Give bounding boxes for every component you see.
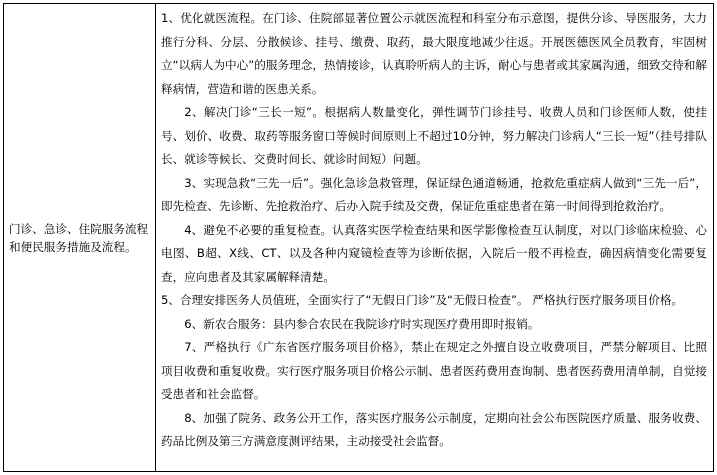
paragraph-8: 8、加强了院务、政务公开工作，落实医疗服务公示制度，定期向社会公布医院医疗质量、服务收费、药品比例及第三方满意度测评结果，主动接受社会监督。 xyxy=(161,410,707,448)
row-label-cell xyxy=(4,4,156,472)
paragraph-6: 6、新农合服务：县内参合农民在我院诊疗时实现医疗费用即时报销。 xyxy=(184,316,540,331)
paragraph-2: 2、解决门诊“三长一短”。根据病人数量变化，弹性调节门诊挂号、收费人员和门诊医师人数，使挂号、划价、收费、取药等服务窗口等候时间原则上不超过10分钟，努力解决门诊病人“三长一短”（挂号排队长、就诊等候长、交费时间长、就诊时间短）问题。 xyxy=(161,105,707,166)
paragraph-1: 1、优化就医流程。在门诊、住院部显著位置公示就医流程和科室分布示意图，提供分诊、导医服务，大力推行分科、分层、分散候诊、挂号、缴费、取药，最大限度地减少往返。开展医德医风全员教育，牢固树立“以病人为中心”的服务理念，热情接诊，认真聆听病人的主诉，耐心与患者或其家属沟通，细致交待和解释病情，营造和谐的医患关系。 xyxy=(161,11,707,96)
row-label: 门诊、急诊、住院服务流程和便民服务措施及流程。 xyxy=(9,221,149,254)
paragraph-4: 4、避免不必要的重复检查。认真落实医学检查结果和医学影像检查互认制度，对以门诊临床检验、心电图、B超、X线、CT、以及各种内窥镜检查等为诊断依据，入院后一般不再检查，确因病情变化需要复查，应向患者及其家属解释清楚。 xyxy=(161,222,707,284)
paragraph-7: 7、严格执行《广东省医疗服务项目价格》，禁止在规定之外擅自设立收费项目，严禁分解项目、比照项目收费和重复收费。实行医疗服务项目价格公示制、患者医药费用查询制、患者医药费用清单制，自觉接受患者和社会监督。 xyxy=(161,340,707,401)
table-row xyxy=(4,4,714,472)
document-table xyxy=(3,3,714,472)
paragraph-5: 5、合理安排医务人员值班，全面实行了“无假日门诊”及“无假日检查”。 严格执行医疗服务项目价格。 xyxy=(161,293,684,307)
content-cell xyxy=(156,4,714,472)
paragraph-3: 3、实现急救“三先一后”。强化急诊急救管理，保证绿色通道畅通，抢救危重症病人做到“三先一后”，即先检查、先诊断、先抢救治疗、后办入院手续及交费，保证危重症患者在第一时间得到抢救治疗。 xyxy=(161,175,707,213)
